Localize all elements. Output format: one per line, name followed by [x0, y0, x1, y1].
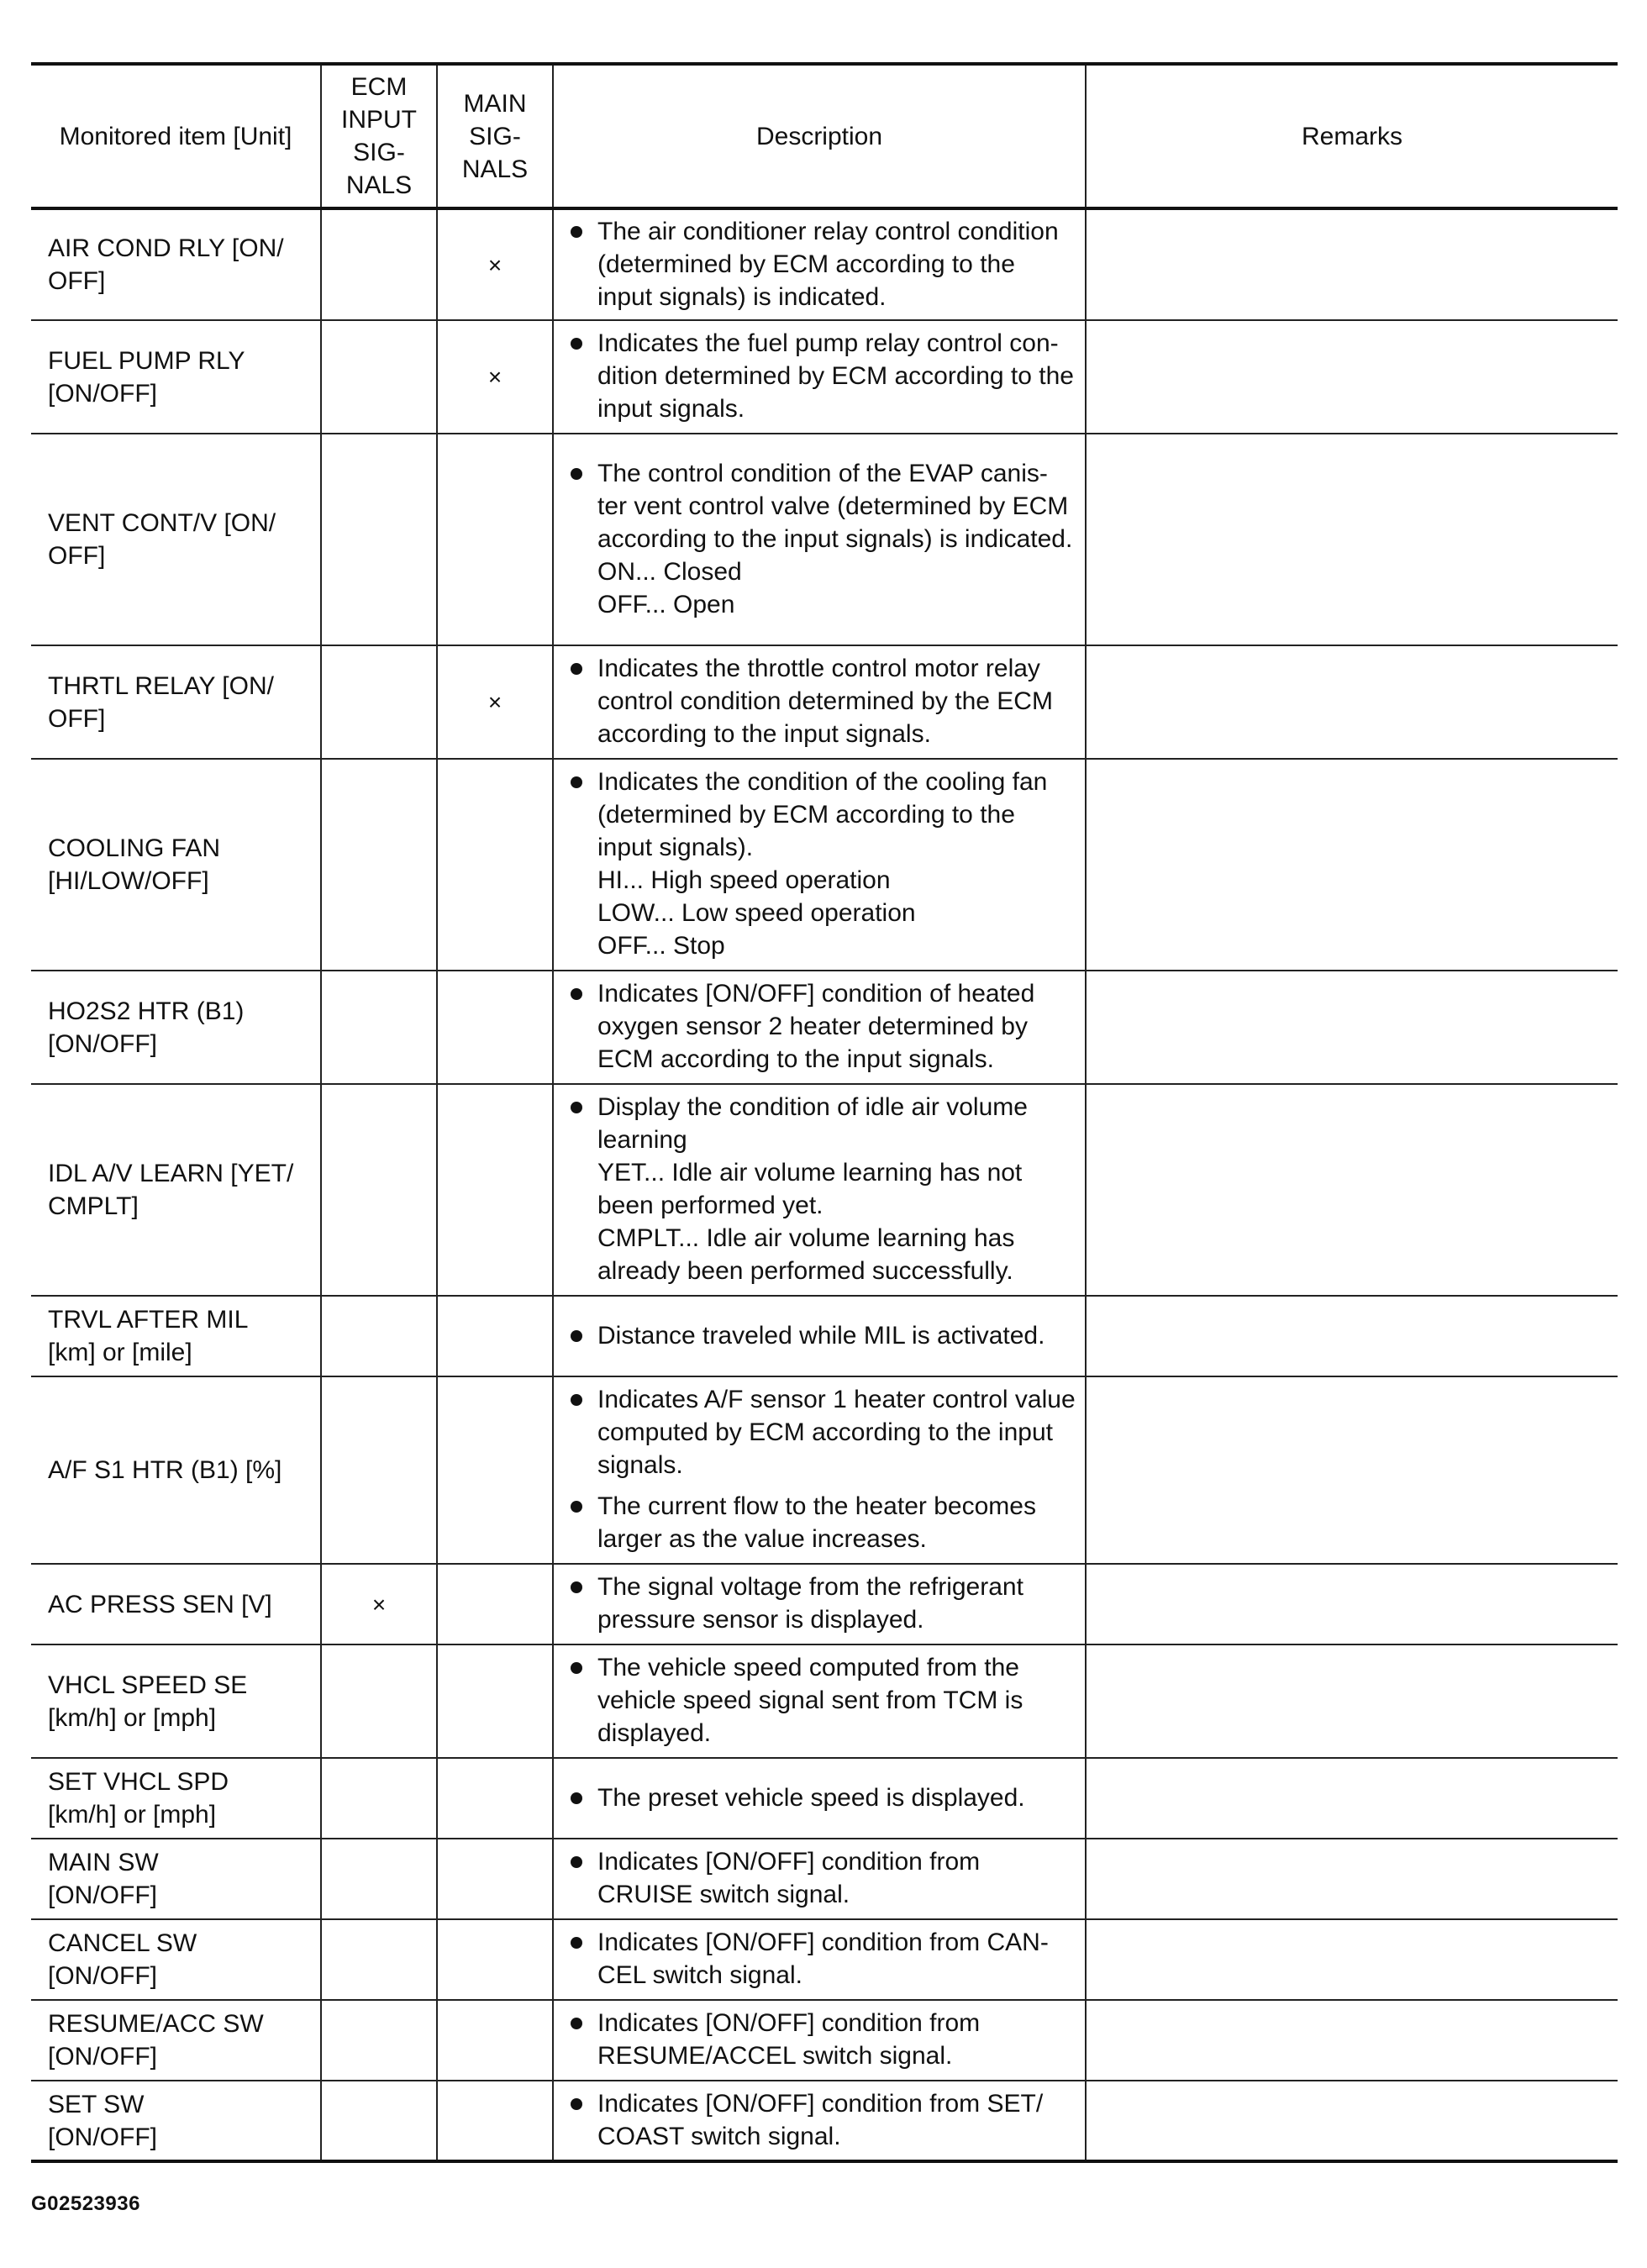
main-signal-cell: [437, 1376, 553, 1564]
ecm-input-signal-cell: [321, 1758, 437, 1839]
description-bullet: [571, 1383, 1076, 1481]
description-cell: [553, 434, 1086, 645]
description-cell: [553, 2081, 1086, 2161]
main-signal-cell: [437, 434, 553, 645]
description-text: The signal voltage from the refrigerant pressure sensor is displayed.: [597, 1573, 1023, 1634]
monitored-item-cell: [31, 2081, 321, 2161]
monitored-item-label: AIR COND RLY [ON/ OFF]: [48, 234, 284, 295]
monitored-item-cell: [31, 971, 321, 1084]
description-text: The current flow to the heater becomes larger as the value increases.: [597, 1492, 1036, 1553]
main-signal-cell: ×: [437, 320, 553, 434]
ecm-input-signal-cell: [321, 1296, 437, 1376]
table-row: [31, 1376, 1618, 1564]
table-row: [31, 1296, 1618, 1376]
description-cell: [553, 1839, 1086, 1919]
description-text: The air conditioner relay control condition (determined by ECM according to the input signals) is indicated.: [597, 217, 1059, 311]
description-bullet: [571, 2007, 1076, 2072]
description-text: Indicates the throttle control motor relay control condition determined by the ECM according to the input signals.: [597, 655, 1053, 748]
header-row: [31, 64, 1618, 208]
remarks-cell: [1086, 1564, 1618, 1644]
remarks-cell: [1086, 1839, 1618, 1919]
bullet-dot-icon: [571, 338, 582, 350]
main-signal-cell: [437, 1084, 553, 1296]
monitored-item-label: SET SW [ON/OFF]: [48, 2090, 157, 2151]
main-signal-cell: ×: [437, 645, 553, 759]
table-row: [31, 1564, 1618, 1644]
description-bullet: [571, 1319, 1076, 1352]
ecm-input-signal-cell: [321, 1839, 437, 1919]
main-signal-cell: [437, 2081, 553, 2161]
table-row: [31, 1839, 1618, 1919]
main-signal-cell: [437, 2000, 553, 2081]
monitored-item-label: MAIN SW [ON/OFF]: [48, 1849, 159, 1909]
description-bullet: [571, 766, 1076, 962]
description-cell: [553, 208, 1086, 320]
ecm-input-signal-cell: [321, 1919, 437, 2000]
bullet-dot-icon: [571, 2018, 582, 2029]
table-row: [31, 2081, 1618, 2161]
remarks-cell: [1086, 320, 1618, 434]
monitored-item-label: VENT CONT/V [ON/ OFF]: [48, 509, 276, 570]
monitored-item-cell: [31, 1758, 321, 1839]
remarks-cell: [1086, 2081, 1618, 2161]
description-cell: [553, 2000, 1086, 2081]
table-row: [31, 1919, 1618, 2000]
table-row: [31, 1084, 1618, 1296]
description-text: The preset vehicle speed is displayed.: [597, 1783, 1025, 1812]
table-row: [31, 1758, 1618, 1839]
remarks-cell: [1086, 1919, 1618, 2000]
table-row: [31, 759, 1618, 971]
table-row: [31, 971, 1618, 1084]
description-text: Indicates [ON/OFF] condition from CAN-CEL switch signal.: [597, 1929, 1049, 1989]
bullet-dot-icon: [571, 1330, 582, 1342]
bullet-dot-icon: [571, 1102, 582, 1113]
description-text: Indicates [ON/OFF] condition of heated oxygen sensor 2 heater determined by ECM according to the input signals.: [597, 980, 1035, 1073]
table-body: [31, 208, 1618, 2161]
description-text: Indicates [ON/OFF] condition from CRUISE switch signal.: [597, 1848, 981, 1908]
remarks-cell: [1086, 645, 1618, 759]
header-monitored-item: Monitored item [Unit]: [31, 64, 321, 208]
monitored-item-label: TRVL AFTER MIL [km] or [mile]: [48, 1306, 249, 1366]
monitored-item-label: SET VHCL SPD [km/h] or [mph]: [48, 1768, 229, 1829]
description-bullet: [571, 1490, 1076, 1555]
bullet-dot-icon: [571, 2098, 582, 2110]
description-bullet: [571, 457, 1076, 621]
header-ecm-input-signals: [321, 64, 437, 208]
header-ecm-input-signals-label: ECM INPUT SIG-NALS: [341, 73, 417, 199]
main-signal-cell: [437, 1919, 553, 2000]
monitored-item-label: COOLING FAN [HI/LOW/OFF]: [48, 834, 221, 895]
table-row: [31, 1644, 1618, 1758]
description-text: Indicates the condition of the cooling fan (determined by ECM according to the input signals). HI... High speed operation LOW... Low speed operation OFF... Stop: [597, 768, 1048, 960]
description-cell: [553, 1084, 1086, 1296]
monitored-item-label: HO2S2 HTR (B1) [ON/OFF]: [48, 997, 245, 1058]
header-main-signals: [437, 64, 553, 208]
bullet-dot-icon: [571, 663, 582, 675]
bullet-dot-icon: [571, 1937, 582, 1949]
description-cell: [553, 1564, 1086, 1644]
description-cell: [553, 1919, 1086, 2000]
monitored-item-cell: [31, 1919, 321, 2000]
main-signal-cell: [437, 1758, 553, 1839]
monitored-item-label: VHCL SPEED SE [km/h] or [mph]: [48, 1671, 248, 1732]
description-bullet: [571, 327, 1076, 425]
description-cell: [553, 645, 1086, 759]
ecm-input-signal-cell: [321, 1644, 437, 1758]
description-cell: [553, 1376, 1086, 1564]
description-text: Indicates [ON/OFF] condition from RESUME/ACCEL switch signal.: [597, 2009, 981, 2070]
bullet-dot-icon: [571, 1792, 582, 1804]
figure-code: G02523936: [31, 2192, 140, 2215]
monitored-item-cell: [31, 759, 321, 971]
remarks-cell: [1086, 759, 1618, 971]
description-bullet: [571, 1651, 1076, 1750]
monitored-item-cell: [31, 1839, 321, 1919]
ecm-input-signal-cell: [321, 208, 437, 320]
description-bullet: [571, 977, 1076, 1076]
description-cell: [553, 1644, 1086, 1758]
monitored-item-cell: [31, 1084, 321, 1296]
description-cell: [553, 1296, 1086, 1376]
table-row: [31, 2000, 1618, 2081]
description-cell: [553, 320, 1086, 434]
table-header: [31, 64, 1618, 208]
description-bullet: [571, 2087, 1076, 2153]
main-signal-cell: [437, 971, 553, 1084]
monitored-item-label: A/F S1 HTR (B1) [%]: [48, 1456, 282, 1484]
description-bullet: [571, 215, 1076, 313]
monitored-item-label: AC PRESS SEN [V]: [48, 1590, 272, 1618]
main-signal-cell: [437, 1564, 553, 1644]
monitored-item-label: RESUME/ACC SW [ON/OFF]: [48, 2010, 264, 2071]
description-text: Display the condition of idle air volume learning YET... Idle air volume learning has not been performed yet. CMPLT... Idle air volume learning has already been performed successfully.: [597, 1093, 1028, 1285]
description-text: The vehicle speed computed from the vehicle speed signal sent from TCM is displayed.: [597, 1654, 1023, 1747]
monitored-item-label: FUEL PUMP RLY [ON/OFF]: [48, 346, 245, 408]
description-bullet: [571, 652, 1076, 750]
description-text: Indicates [ON/OFF] condition from SET/ COAST switch signal.: [597, 2089, 1044, 2150]
description-cell: [553, 759, 1086, 971]
bullet-dot-icon: [571, 1501, 582, 1513]
ecm-input-signal-cell: [321, 2081, 437, 2161]
ecm-input-signal-cell: [321, 971, 437, 1084]
remarks-cell: [1086, 971, 1618, 1084]
remarks-cell: [1086, 1644, 1618, 1758]
main-signal-cell: [437, 1296, 553, 1376]
description-text: The control condition of the EVAP canis-ter vent control valve (determined by ECM according to the input signals) is indicated. ON... Closed OFF... Open: [597, 459, 1073, 618]
ecm-input-signal-cell: [321, 759, 437, 971]
monitored-item-cell: [31, 645, 321, 759]
monitored-item-cell: [31, 1296, 321, 1376]
monitored-item-cell: [31, 1644, 321, 1758]
ecm-input-signal-cell: ×: [321, 1564, 437, 1644]
description-cell: [553, 1758, 1086, 1839]
monitored-items-table: [31, 62, 1618, 2163]
remarks-cell: [1086, 1084, 1618, 1296]
remarks-cell: [1086, 2000, 1618, 2081]
main-signal-cell: ×: [437, 208, 553, 320]
ecm-input-signal-cell: [321, 1084, 437, 1296]
description-bullet: [571, 1781, 1076, 1814]
remarks-cell: [1086, 1296, 1618, 1376]
monitored-item-label: THRTL RELAY [ON/ OFF]: [48, 671, 274, 733]
bullet-dot-icon: [571, 468, 582, 480]
monitored-item-label: CANCEL SW [ON/OFF]: [48, 1929, 197, 1990]
remarks-cell: [1086, 208, 1618, 320]
bullet-dot-icon: [571, 1394, 582, 1406]
ecm-input-signal-cell: [321, 1376, 437, 1564]
bullet-dot-icon: [571, 988, 582, 1000]
bullet-dot-icon: [571, 1581, 582, 1593]
remarks-cell: [1086, 1758, 1618, 1839]
header-description: Description: [553, 64, 1086, 208]
description-cell: [553, 971, 1086, 1084]
description-bullet: [571, 1091, 1076, 1287]
monitored-item-cell: [31, 320, 321, 434]
remarks-cell: [1086, 1376, 1618, 1564]
main-signal-cell: [437, 1644, 553, 1758]
description-text: Indicates A/F sensor 1 heater control value computed by ECM according to the input signals.: [597, 1386, 1076, 1479]
bullet-dot-icon: [571, 1662, 582, 1674]
monitored-item-cell: [31, 2000, 321, 2081]
ecm-input-signal-cell: [321, 645, 437, 759]
monitored-item-cell: [31, 1376, 321, 1564]
table-row: [31, 320, 1618, 434]
bullet-dot-icon: [571, 776, 582, 788]
description-bullet: [571, 1571, 1076, 1636]
monitored-item-cell: [31, 208, 321, 320]
table-row: [31, 208, 1618, 320]
remarks-cell: [1086, 434, 1618, 645]
ecm-input-signal-cell: [321, 320, 437, 434]
main-signal-cell: [437, 1839, 553, 1919]
monitored-item-label: IDL A/V LEARN [YET/ CMPLT]: [48, 1160, 294, 1220]
description-text: Indicates the fuel pump relay control con-dition determined by ECM according to the input signals.: [597, 329, 1074, 423]
header-main-signals-label: MAIN SIG-NALS: [461, 89, 529, 183]
table-row: [31, 434, 1618, 645]
monitored-item-cell: [31, 434, 321, 645]
bullet-dot-icon: [571, 1856, 582, 1868]
ecm-input-signal-cell: [321, 434, 437, 645]
main-signal-cell: [437, 759, 553, 971]
ecm-input-signal-cell: [321, 2000, 437, 2081]
monitored-item-cell: [31, 1564, 321, 1644]
header-remarks: Remarks: [1086, 64, 1618, 208]
bullet-dot-icon: [571, 226, 582, 238]
table-row: [31, 645, 1618, 759]
description-bullet: [571, 1926, 1076, 1992]
description-text: Distance traveled while MIL is activated.: [597, 1321, 1045, 1350]
description-bullet: [571, 1845, 1076, 1911]
